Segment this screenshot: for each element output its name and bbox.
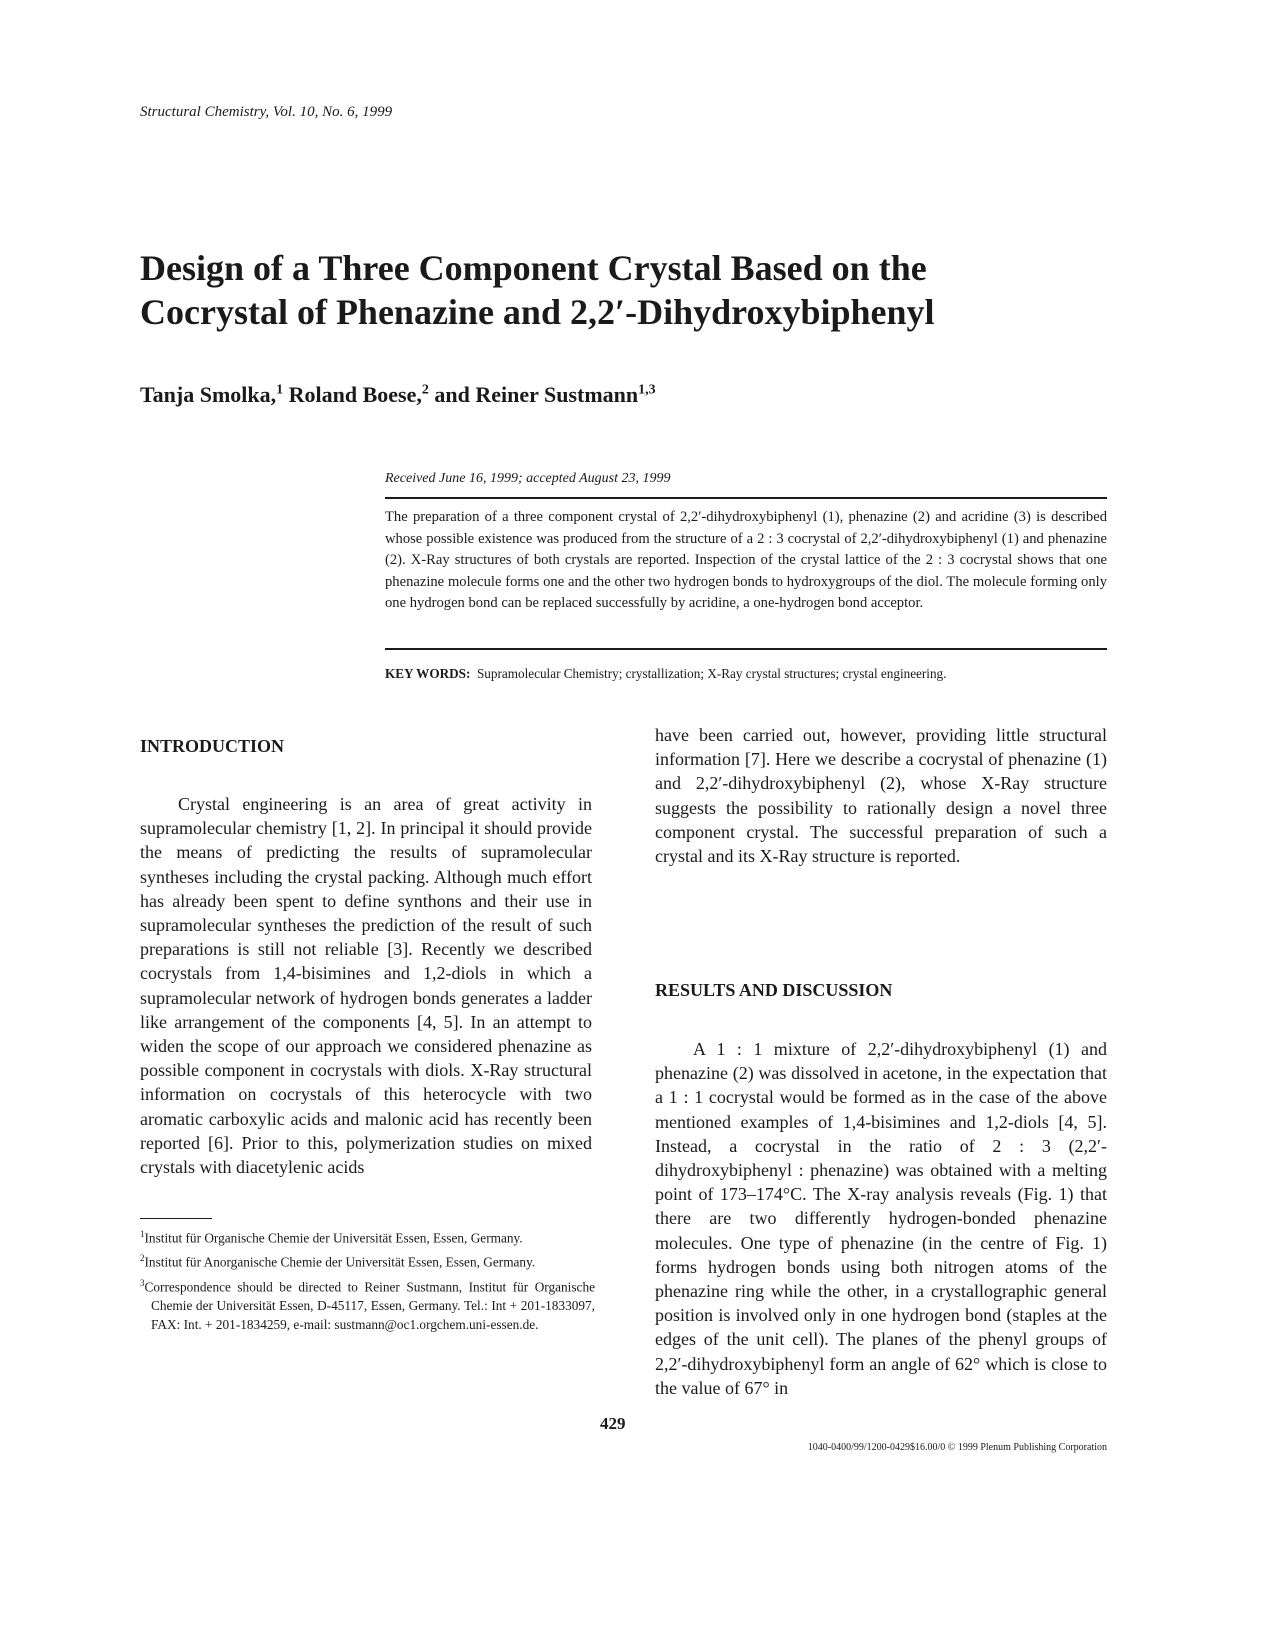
author-list: [140, 382, 656, 408]
footnote-mark: 2: [140, 1253, 145, 1264]
results-text: [655, 1037, 1107, 1400]
footnote: [140, 1225, 595, 1247]
abstract-top-rule: [385, 497, 1107, 499]
keywords-list: Supramolecular Chemistry; crystallization; X-Ray crystal structures; crystal engineering.: [476, 666, 947, 681]
article-title: [140, 246, 1140, 334]
page-number: 429: [600, 1414, 626, 1433]
footnote: [140, 1274, 595, 1334]
footnote-text: Correspondence should be directed to Reiner Sustmann, Institut für Organische Chemie der Universität Essen, D-45117, Essen, Germany. Tel.: Int + 201-1833097, FAX: Int. + 201-1834259, e-mail: sustmann@oc1.orgchem.uni-essen.de.: [144, 1279, 595, 1333]
introduction-text: [140, 792, 592, 1179]
title-line-1: Design of a Three Component Crystal Based on the: [140, 248, 927, 288]
author-name: and Reiner Sustmann: [428, 382, 639, 407]
copyright-line: 1040-0400/99/1200-0429$16.00/0 © 1999 Plenum Publishing Corporation: [807, 1442, 1107, 1453]
author-affiliation-mark: 1,3: [638, 382, 656, 398]
introduction-heading: INTRODUCTION: [140, 736, 285, 756]
footnote-rule: [140, 1218, 212, 1219]
footnote-text: Institut für Organische Chemie der Universität Essen, Essen, Germany.: [144, 1230, 523, 1246]
footnote-mark: 3: [140, 1277, 145, 1288]
keywords-label: KEY WORDS:: [385, 666, 471, 681]
journal-header: Structural Chemistry, Vol. 10, No. 6, 1999: [140, 104, 393, 120]
abstract-bottom-rule: [385, 648, 1107, 650]
author-name: Tanja Smolka,: [140, 382, 277, 407]
right-column-text: [655, 723, 1107, 868]
results-paragraph: A 1 : 1 mixture of 2,2′-dihydroxybiphenyl (1) and phenazine (2) was dissolved in acetone, in the expectation that a 1 : 1 cocrystal would be formed as in the case of the above mentioned examples of 1,4-bisimines and 1,2-diols [4, 5]. Instead, a cocrystal in the ratio of 2 : 3 (2,2′-dihydroxybiphenyl : phenazine) was obtained with a melting point of 173–174°C. The X-ray analysis reveals (Fig. 1) that there are two differently hydrogen-bonded phenazine molecules. One type of phenazine (in the centre of Fig. 1) forms hydrogen bonds using both nitrogen atoms of the phenazine ring while the other, in a crystallographic general position is involved only in one hydrogen bond (staples at the edges of the unit cell). The planes of the phenyl groups of 2,2′-dihydroxybiphenyl form an angle of 62° which is close to the value of 67° in: [655, 1039, 1107, 1398]
footnotes: [140, 1225, 595, 1336]
title-line-2: Cocrystal of Phenazine and 2,2′-Dihydroxybiphenyl: [140, 292, 935, 332]
author-name: Roland Boese,: [283, 382, 422, 407]
author-affiliation-mark: 2: [421, 382, 429, 398]
footnote: [140, 1249, 595, 1271]
results-heading: RESULTS AND DISCUSSION: [655, 980, 893, 1000]
intro-continuation-paragraph: have been carried out, however, providing little structural information [7]. Here we describe a cocrystal of phenazine (1) and 2,2′-dihydroxybiphenyl (2), whose X-Ray structure suggests the possibility to rationally design a novel three component crystal. The successful preparation of such a crystal and its X-Ray structure is reported.: [655, 725, 1107, 867]
keywords: [385, 666, 1107, 682]
abstract: The preparation of a three component crystal of 2,2′-dihydroxybiphenyl (1), phenazine (2) and acridine (3) is described whose possible existence was produced from the structure of a 2 : 3 cocrystal of 2,2′-dihydroxybiphenyl (1) and phenazine (2). X-Ray structures of both crystals are reported. Inspection of the crystal lattice of the 2 : 3 cocrystal shows that one phenazine molecule forms one and the other two hydrogen bonds to hydroxygroups of the diol. The molecule forming only one hydrogen bond can be replaced successfully by acridine, a one-hydrogen bond acceptor.: [385, 509, 1107, 611]
footnote-mark: 1: [140, 1229, 145, 1239]
footnote-text: Institut für Anorganische Chemie der Universität Essen, Essen, Germany.: [144, 1254, 536, 1270]
introduction-paragraph: Crystal engineering is an area of great activity in supramolecular chemistry [1, 2]. In principal it should provide the means of predicting the results of supramolecular syntheses including the crystal packing. Although much effort has already been spent to define synthons and their use in supramolecular syntheses the prediction of the result of such preparations is still not reliable [3]. Recently we described cocrystals from 1,4-bisimines and 1,2-diols in which a supramolecular network of hydrogen bonds generates a ladder like arrangement of the components [4, 5]. In an attempt to widen the scope of our approach we considered phenazine as possible component in cocrystals with diols. X-Ray structural information on cocrystals of this heterocycle with two aromatic carboxylic acids and malonic acid has recently been reported [6]. Prior to this, polymerization studies on mixed crystals with diacetylenic acids: [140, 794, 592, 1178]
received-dates: Received June 16, 1999; accepted August 23, 1999: [385, 471, 671, 486]
author-affiliation-mark: 1: [276, 382, 284, 398]
